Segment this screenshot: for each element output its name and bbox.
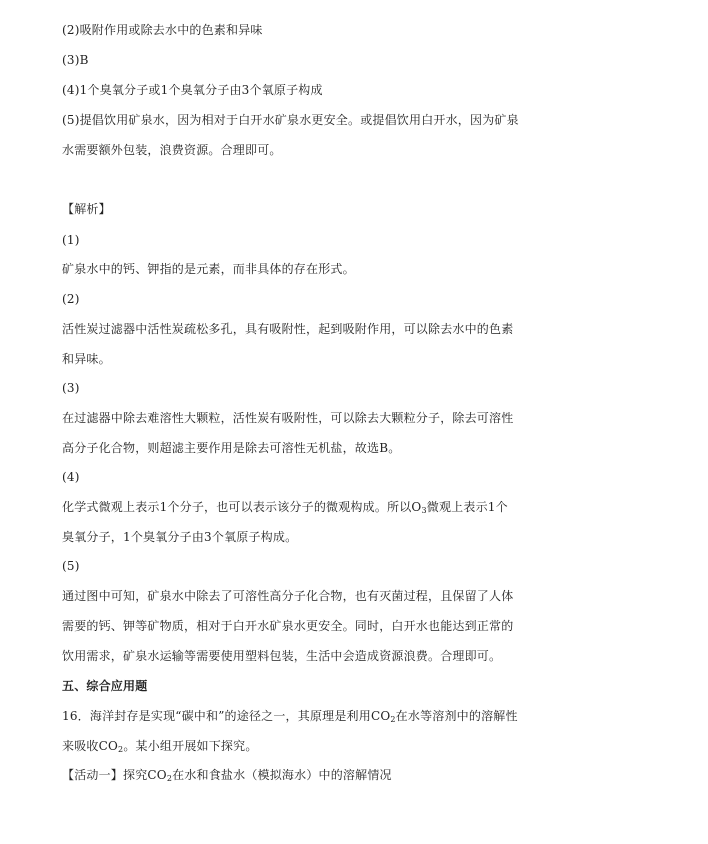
activity-1-part-b: 在水和食盐水（模拟海水）中的溶解情况 [172, 768, 392, 782]
question-16-line-2 [62, 737, 258, 755]
activity-1-part-a: 【活动一】探究CO [62, 768, 167, 782]
co2-subscript: 2 [166, 774, 173, 783]
analysis-heading: 【解析】 [62, 202, 111, 216]
analysis-4-line-2: 臭氧分子，1个臭氧分子由3个氧原子构成。 [62, 530, 298, 544]
answer-5-line-1: (5)提倡饮用矿泉水，因为相对于白开水矿泉水更安全。或提倡饮用白开水，因为矿泉 [62, 113, 519, 127]
question-16-line-1-part-b: 在水等溶剂中的溶解性 [395, 709, 518, 723]
answer-2: (2)吸附作用或除去水中的色素和异味 [62, 23, 263, 37]
analysis-2-line-1: 活性炭过滤器中活性炭疏松多孔，具有吸附性，起到吸附作用，可以除去水中的色素 [62, 322, 514, 336]
analysis-4-line-1 [62, 498, 508, 516]
section-5-heading: 五、综合应用题 [62, 679, 148, 693]
question-16-line-2-part-a: 来吸收CO [62, 739, 119, 753]
analysis-5-number: (5) [62, 559, 80, 573]
question-16-line-2-part-b: 。某小组开展如下探究。 [123, 739, 258, 753]
question-16-line-1-part-a: 16．海洋封存是实现“碳中和”的途径之一，其原理是利用CO [62, 709, 391, 723]
analysis-2-line-2: 和异味。 [62, 352, 111, 366]
analysis-1-number: (1) [62, 233, 80, 247]
analysis-4-line-1-part-a: 化学式微观上表示1个分子，也可以表示该分子的微观构成。所以O [62, 500, 422, 514]
analysis-2-number: (2) [62, 292, 80, 306]
activity-1-line [62, 766, 392, 784]
analysis-5-line-2: 需要的钙、钾等矿物质，相对于白开水矿泉水更安全。同时，白开水也能达到正常的 [62, 619, 514, 633]
analysis-5-line-3: 饮用需求，矿泉水运输等需要使用塑料包装，生活中会造成资源浪费。合理即可。 [62, 649, 502, 663]
answer-5-line-2: 水需要额外包装，浪费资源。合理即可。 [62, 143, 282, 157]
answer-3: (3)B [62, 53, 89, 67]
ozone-subscript: 3 [421, 506, 427, 515]
answer-4: (4)1个臭氧分子或1个臭氧分子由3个氧原子构成 [62, 83, 323, 97]
co2-subscript: 2 [390, 715, 396, 724]
question-16-line-1 [62, 707, 518, 725]
analysis-3-line-1: 在过滤器中除去难溶性大颗粒，活性炭有吸附性，可以除去大颗粒分子，除去可溶性 [62, 411, 514, 425]
analysis-3-number: (3) [62, 381, 80, 395]
analysis-4-line-1-part-b: 微观上表示1个 [426, 500, 508, 514]
analysis-5-line-1: 通过图中可知，矿泉水中除去了可溶性高分子化合物，也有灭菌过程，且保留了人体 [62, 589, 514, 603]
analysis-4-number: (4) [62, 470, 80, 484]
co2-subscript: 2 [118, 745, 124, 754]
analysis-1-text: 矿泉水中的钙、钾指的是元素，而非具体的存在形式。 [62, 262, 355, 276]
analysis-3-line-2: 高分子化合物，则超滤主要作用是除去可溶性无机盐，故选B。 [62, 441, 401, 455]
